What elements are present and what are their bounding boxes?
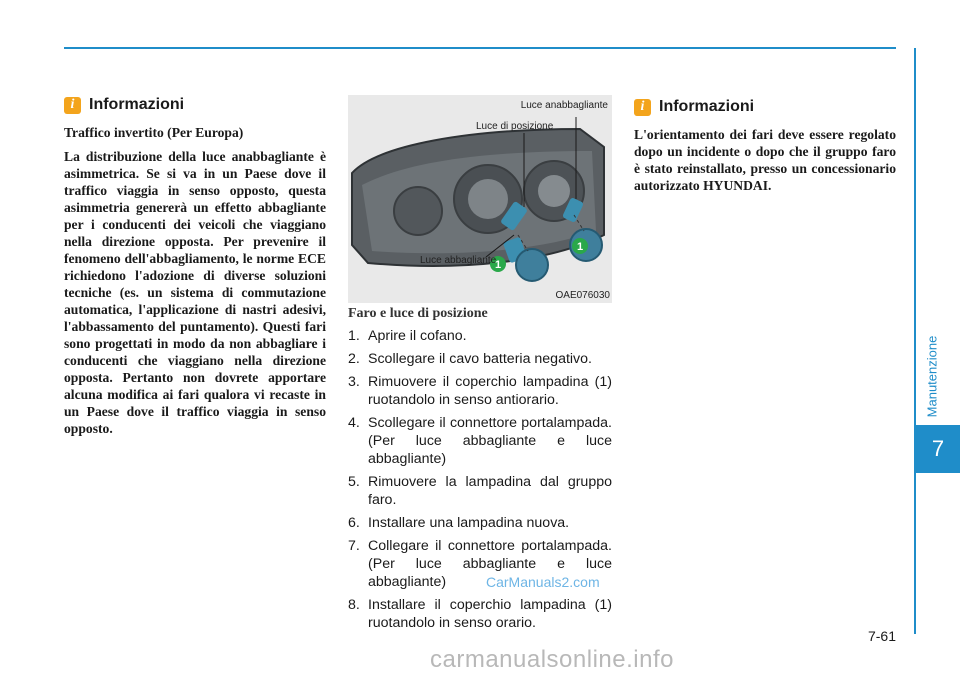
left-info-subtitle: Traffico invertito (Per Europa) (64, 125, 244, 140)
step-item: 8. Installare il coperchio lampadina (1) ruotandolo in senso orario. (348, 597, 612, 631)
high-beam-reflector (394, 187, 442, 235)
procedure-title: Faro e luce di posizione (348, 306, 488, 321)
step-item: 4. Scollegare il connettore portalampada. (Per luce abbagliante e luce abbagliante) (348, 415, 612, 467)
step-item: 6. Installare una lampadina nuova. (348, 515, 570, 531)
watermark-bottom[interactable]: carmanualsonline.info (430, 646, 674, 673)
label-position-light: Luce di posizione (476, 121, 554, 132)
position-socket (538, 175, 570, 207)
sidebar-rule (914, 48, 916, 634)
callout-1-left-label: 1 (494, 259, 502, 271)
step-item: 2. Scollegare il cavo batteria negativo. (348, 351, 592, 367)
step-item: 7. Collegare il connettore portalampada. (Per luce abbagliante e luce abbagliante) (348, 538, 612, 590)
label-high-beam: Luce abbagliante (420, 255, 497, 266)
page-number: 7-61 (867, 628, 896, 644)
left-info-paragraph: La distribuzione della luce anabbagliante è asimmetrica. Se si va in un Paese dove il traffico viaggia in senso opposto, questa asimmetria genererà un effetto abbagliante per i conducenti dei veicoli che viaggiano nella direzione opposta. Per prevenire il fenomeno dell'abbagliamento, le norme ECE richiedono l'adozione di diverse soluzioni tecniche (es. un sistema di commutazione automatica, l'applicazione di nastri adesivi, l'abbassamento del puntamento). Questi fari sono progettati in modo da non abbagliare i conducenti che viaggiano nella direzione opposta. Pertanto non dovrete apportare alcuna modifica ai fari qualora vi recaste in un Paese dove il traffico viaggia in senso opposto. (64, 149, 326, 436)
left-info-body (64, 124, 326, 444)
headlamp-figure (348, 95, 612, 303)
section-side-label: Manutenzione (924, 335, 940, 417)
left-info-title: Informazioni (89, 96, 185, 113)
step-item: 1. Aprire il cofano. (348, 328, 467, 344)
bulb-cover-left (516, 249, 548, 281)
right-info-header (634, 98, 754, 116)
figure-code: OAE076030 (555, 290, 610, 301)
step-item: 3. Rimuovere il coperchio lampadina (1) ruotandolo in senso antiorario. (348, 374, 612, 408)
left-info-header (64, 96, 184, 114)
header-rule (64, 47, 896, 49)
low-beam-socket (468, 179, 508, 219)
right-info-body (634, 126, 896, 201)
right-info-paragraph: L'orientamento dei fari deve essere regolato dopo un incidente o dopo che il gruppo faro è stato reinstallato, presso un concessionario autorizzato HYUNDAI. (634, 127, 896, 193)
label-low-beam: Luce anabbagliante (520, 100, 608, 111)
chapter-tab[interactable]: 7 (916, 425, 960, 473)
info-icon: i (634, 99, 651, 116)
watermark-middle: CarManuals2.com (486, 574, 600, 590)
step-item: 5. Rimuovere la lampadina dal gruppo faro. (348, 474, 612, 508)
info-icon: i (64, 97, 81, 114)
procedure-steps (348, 327, 612, 637)
callout-1-right-label: 1 (576, 241, 584, 253)
right-info-title: Informazioni (659, 98, 755, 115)
